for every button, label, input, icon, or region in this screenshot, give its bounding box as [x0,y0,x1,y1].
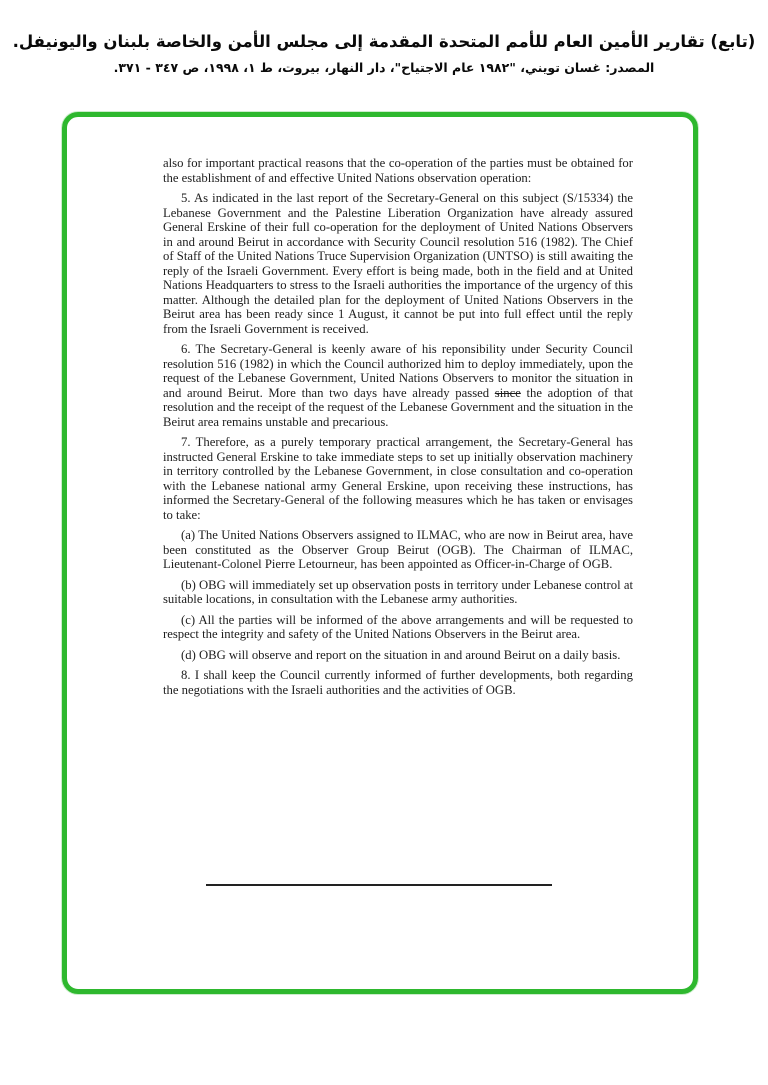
paragraph-item-d: (d) OBG will observe and report on the situation in and around Beirut on a daily basis. [181,647,621,662]
header-arabic-title: (تابع) تقارير الأمين العام للأمم المتحدة المقدمة إلى مجلس الأمن والخاصة بلبنان واليونيفل. [12,32,756,51]
paragraph-6-struck-word: since [494,385,521,400]
header-arabic-source: المصدر: غسان تويني، "١٩٨٢ عام الاجتياح"، دار النهار، بيروت، ط ١، ١٩٩٨، ص ٣٤٧ - ٣٧١. [113,60,655,75]
paragraph-6-pre: 6. The Secretary-General is keenly aware of his reponsibility under Security Council resolution 516 (1982) in which the Council authorized him to deploy immediately, upon the request of the Lebanese Government, United Nations Observers to monitor the situation in and around Beirut. More than two days have already passed [163,342,633,400]
paragraph-item-c: (c) All the parties will be informed of the above arrangements and will be requested to respect the integrity and safety of the United Nations Observers in the Beirut area. [163,612,633,641]
paragraph-6 [163,342,633,429]
paragraph-item-b: (b) OBG will immediately set up observation posts in territory under Lebanese control at suitable locations, in consultation with the Lebanese army authorities. [163,577,633,606]
paragraph-6-post: the adoption of that resolution and the receipt of the request of the Lebanese Government and the situation in the Beirut area remains unstable and precarious. [163,385,634,429]
bottom-divider-line [206,884,552,886]
paragraph-continuation: also for important practical reasons that the co-operation of the parties must be obtained for the establishment of and effective United Nations observation operation: [163,156,633,185]
document-body-text [163,156,633,703]
paragraph-7: 7. Therefore, as a purely temporary practical arrangement, the Secretary-General has instructed General Erskine to take immediate steps to set up initially observation machinery in territory controlled by the Lebanese Government, in close consultation and co-operation with the Lebanese national army General Erskine, upon receiving these instructions, has informed the Secretary-General of the following measures which he has taken or envisages to take: [163,435,633,522]
document-header [0,30,768,78]
paragraph-item-a: (a) The United Nations Observers assigned to ILMAC, who are now in Beirut area, have been constituted as the Observer Group Beirut (OGB). The Chairman of ILMAC, Lieutenant-Colonel Pierre Letourneur, has been appointed as Officer-in-Charge of OGB. [163,528,633,571]
paragraph-5: 5. As indicated in the last report of the Secretary-General on this subject (S/15334) the Lebanese Government and the Palestine Liberation Organization have already assured General Erskine of their full co-operation for the deployment of United Nations Observers in and around Beirut in accordance with Security Council resolution 516 (1982). The Chief of Staff of the United Nations Truce Supervision Organization (UNTSO) is still awaiting the reply of the Israeli Government. Every effort is being made, both in the field and at United Nations Headquarters to stress to the Israeli authorities the importance of the urgency of this matter. Although the detailed plan for the deployment of United Nations Observers in the Beirut area has been ready since 1 August, it cannot be put into full effect until the reply from the Israeli Government is received. [163,191,633,336]
paragraph-8: 8. I shall keep the Council currently informed of further developments, both regarding the negotiations with the Israeli authorities and the activities of OGB. [163,668,633,697]
